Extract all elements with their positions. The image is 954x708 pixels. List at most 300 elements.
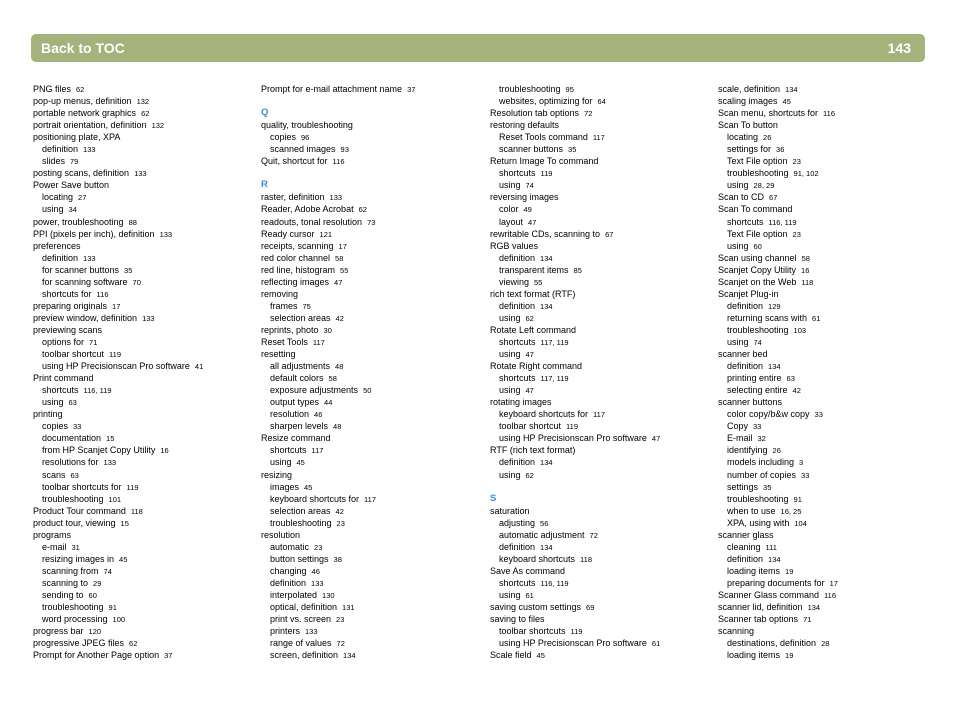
entry-text: for scanner buttons	[42, 264, 120, 275]
page-link[interactable]: 28, 29	[753, 181, 775, 191]
back-to-toc-link[interactable]: Back to TOC	[41, 40, 125, 56]
page-link[interactable]: 42	[335, 506, 344, 516]
page-link[interactable]: 118	[801, 277, 814, 287]
index-subentry	[490, 541, 660, 553]
entry-text: saturation	[490, 505, 530, 516]
index-subentry	[33, 348, 203, 360]
page-link[interactable]: 72	[589, 530, 598, 540]
page-link[interactable]: 119	[566, 422, 579, 432]
page-link[interactable]: 101	[108, 494, 122, 504]
page-link[interactable]: 50	[363, 386, 372, 396]
page-link[interactable]: 35	[124, 265, 133, 275]
entry-text: Quit, shortcut for	[261, 156, 328, 167]
index-subentry	[490, 372, 660, 384]
entry-text: portrait orientation, definition	[33, 120, 147, 131]
page-link[interactable]: 62	[525, 313, 534, 323]
page-number: 143	[887, 40, 911, 56]
entry-text: Print command	[33, 373, 94, 384]
page-link[interactable]: 129	[768, 301, 781, 311]
page-link[interactable]: 56	[540, 518, 549, 528]
entry-text: Prompt for e-mail attachment name	[261, 84, 403, 94]
entry-text: sharpen levels	[270, 421, 329, 432]
page-link[interactable]: 15	[120, 518, 129, 528]
entry-text: Product Tour command	[33, 505, 126, 516]
page-link[interactable]: 19	[785, 566, 794, 576]
page-link[interactable]: 60	[753, 241, 762, 251]
page-link[interactable]: 37	[164, 651, 173, 661]
index-entry	[490, 649, 660, 661]
page-link[interactable]: 48	[333, 422, 342, 432]
page-link[interactable]: 63	[68, 398, 77, 408]
index-column-3	[490, 83, 660, 661]
section-letter: R	[261, 179, 268, 191]
page-link[interactable]: 134	[768, 362, 781, 372]
entry-text: preparing documents for	[727, 577, 825, 588]
entry-text: Return Image To command	[490, 156, 599, 167]
index-entry	[261, 252, 415, 264]
page-link[interactable]: 35	[568, 145, 577, 155]
index-entry	[33, 228, 203, 240]
page-link[interactable]: 62	[129, 639, 138, 649]
index-entry	[490, 360, 660, 372]
page-link[interactable]: 58	[801, 253, 810, 263]
entry-text: product tour, viewing	[33, 517, 116, 528]
index-subentry	[33, 264, 203, 276]
page-link[interactable]: 55	[340, 265, 349, 275]
page-link[interactable]: 93	[340, 145, 349, 155]
page-link[interactable]: 134	[540, 458, 553, 468]
entry-text: for scanning software	[42, 276, 128, 287]
page-link[interactable]: 29	[93, 578, 102, 588]
entry-text: restoring defaults	[490, 120, 560, 131]
index-entry	[33, 179, 203, 191]
page-link[interactable]: 45	[536, 651, 545, 661]
entry-text: scans	[42, 469, 66, 480]
page-link[interactable]: 116	[332, 157, 345, 167]
page-link[interactable]: 32	[757, 434, 766, 444]
entry-text: shortcuts for	[42, 288, 92, 299]
entry-text: using	[270, 457, 292, 468]
page-link[interactable]: 62	[358, 205, 367, 215]
page-link[interactable]: 130	[322, 590, 335, 600]
entry-text: programs	[33, 529, 72, 540]
entry-text: locating	[42, 192, 74, 203]
index-subentry	[33, 481, 203, 493]
page-link[interactable]: 74	[103, 566, 112, 576]
page-link[interactable]: 119	[126, 482, 139, 492]
entry-text: using	[499, 385, 521, 396]
entry-text: scanner buttons	[499, 144, 564, 155]
entry-text: Reset Tools	[261, 336, 308, 347]
index-subentry	[33, 143, 203, 155]
index-subentry	[718, 300, 838, 312]
page-link[interactable]: 15	[106, 434, 115, 444]
entry-text: copies	[270, 132, 297, 143]
entry-text: definition	[42, 252, 79, 263]
page-link[interactable]: 71	[89, 337, 98, 347]
page-link[interactable]: 133	[159, 229, 173, 239]
page-link[interactable]: 134	[785, 85, 798, 94]
page-link[interactable]: 133	[134, 169, 147, 179]
entry-text: printers	[270, 626, 301, 637]
entry-text: scanning	[718, 626, 755, 637]
page-link[interactable]: 60	[88, 590, 97, 600]
page-link[interactable]: 35	[763, 482, 772, 492]
page-link[interactable]: 88	[128, 217, 137, 227]
index-entry	[718, 107, 838, 119]
entry-text: saving to files	[490, 614, 545, 625]
entry-text: sending to	[42, 589, 84, 600]
page-link[interactable]: 118	[130, 506, 143, 516]
page-link[interactable]: 27	[78, 193, 87, 203]
index-subentry	[718, 577, 838, 589]
index-entry	[261, 216, 415, 228]
page-link[interactable]: 116	[823, 109, 836, 119]
page-link[interactable]: 133	[103, 458, 117, 468]
entry-text: toolbar shortcuts	[499, 626, 566, 637]
index-subentry	[718, 143, 838, 155]
entry-text: toolbar shortcut	[499, 421, 562, 432]
spacer	[261, 167, 415, 179]
page-link[interactable]: 67	[605, 229, 614, 239]
entry-text: using	[499, 469, 521, 480]
page-link[interactable]: 132	[151, 121, 165, 131]
entry-text: reversing images	[490, 192, 559, 203]
page-link[interactable]: 46	[311, 566, 320, 576]
entry-text: definition	[499, 300, 536, 311]
index-subentry	[261, 300, 415, 312]
index-subentry	[33, 191, 203, 203]
page-link[interactable]: 134	[343, 651, 356, 661]
page-link[interactable]: 85	[573, 265, 582, 275]
index-subentry	[718, 228, 838, 240]
page-link[interactable]: 16	[801, 265, 810, 275]
page-link[interactable]: 71	[803, 615, 812, 625]
entry-text: Prompt for Another Page option	[33, 650, 160, 661]
page-link[interactable]: 95	[565, 85, 574, 94]
page-link[interactable]: 72	[584, 109, 593, 119]
page-link[interactable]: 23	[314, 542, 323, 552]
entry-text: Copy	[727, 421, 749, 432]
page-link[interactable]: 47	[528, 217, 537, 227]
page-link[interactable]: 131	[342, 603, 355, 613]
page-link[interactable]: 117	[311, 446, 324, 456]
entry-text: shortcuts	[499, 336, 536, 347]
page-link[interactable]: 133	[305, 627, 318, 637]
index-subentry	[490, 469, 660, 481]
entry-text: Rotate Right command	[490, 361, 583, 372]
page-link[interactable]: 17	[829, 578, 838, 588]
page-link[interactable]: 79	[70, 157, 79, 167]
page-link[interactable]: 45	[782, 97, 791, 107]
page-link[interactable]: 16, 25	[780, 506, 802, 516]
page-link[interactable]: 23	[792, 157, 801, 167]
page-link[interactable]: 117, 119	[540, 374, 569, 384]
index-subentry	[261, 505, 415, 517]
page-link[interactable]: 116, 119	[83, 386, 112, 396]
page-link[interactable]: 100	[112, 615, 126, 625]
section-letter: Q	[261, 107, 269, 119]
page-link[interactable]: 120	[88, 627, 102, 637]
index-subentry	[490, 216, 660, 228]
entry-text: readouts, tonal resolution	[261, 216, 363, 227]
page-link[interactable]: 61	[651, 639, 661, 649]
index-entry	[718, 288, 838, 300]
page-link[interactable]: 134	[807, 603, 821, 613]
index-subentry	[261, 517, 415, 529]
page-link[interactable]: 45	[304, 482, 313, 492]
entry-text: Scan to CD	[718, 192, 765, 203]
entry-text: using	[499, 349, 521, 360]
index-subentry	[718, 481, 838, 493]
entry-text: printing	[33, 409, 63, 420]
entry-text: using	[499, 589, 521, 600]
page-link[interactable]: 103	[793, 325, 807, 335]
index-subentry	[490, 529, 660, 541]
page-link[interactable]: 58	[328, 374, 337, 384]
page-link[interactable]: 23	[336, 518, 345, 528]
entry-text: transparent items	[499, 264, 569, 275]
index-entry	[261, 119, 415, 131]
page-link[interactable]: 38	[333, 554, 342, 564]
entry-text: keyboard shortcuts for	[499, 409, 589, 420]
page-link[interactable]: 48	[335, 362, 344, 372]
page-link[interactable]: 134	[540, 301, 553, 311]
entry-text: using HP Precisionscan Pro software	[499, 433, 647, 444]
entry-text: word processing	[42, 614, 108, 625]
page-link[interactable]: 47	[525, 350, 534, 360]
entry-text: Resolution tab options	[490, 108, 580, 119]
page-link[interactable]: 33	[814, 410, 823, 420]
page-link[interactable]: 133	[83, 145, 96, 155]
entry-text: scanner lid, definition	[718, 602, 803, 613]
page-link[interactable]: 55	[534, 277, 543, 287]
index-subentry	[490, 456, 660, 468]
page-link[interactable]: 73	[367, 217, 376, 227]
index-subentry	[490, 167, 660, 179]
page-link[interactable]: 96	[301, 133, 310, 143]
index-subentry	[33, 432, 203, 444]
page-link[interactable]: 75	[302, 301, 311, 311]
entry-text: loading items	[727, 565, 781, 576]
page-link[interactable]: 63	[70, 470, 79, 480]
entry-text: Save As command	[490, 565, 566, 576]
entry-text: resetting	[261, 349, 296, 360]
index-subentry	[33, 493, 203, 505]
page-link[interactable]: 62	[141, 109, 150, 119]
entry-text: color copy/b&w copy	[727, 409, 810, 420]
page-link[interactable]: 41	[194, 362, 204, 372]
entry-text: using	[42, 204, 64, 215]
page-link[interactable]: 61	[525, 590, 534, 600]
page-link[interactable]: 74	[753, 337, 762, 347]
page-link[interactable]: 91	[793, 494, 802, 504]
entry-text: using HP Precisionscan Pro software	[42, 361, 190, 372]
entry-text: layout	[499, 216, 524, 227]
page-link[interactable]: 17	[338, 241, 347, 251]
page-link[interactable]: 133	[83, 253, 96, 263]
index-entry	[718, 276, 838, 288]
index-subentry	[261, 143, 415, 155]
page-link[interactable]: 45	[296, 458, 305, 468]
index-entry	[261, 529, 415, 541]
page-link[interactable]: 116	[824, 590, 837, 600]
page-link[interactable]: 42	[792, 386, 801, 396]
entry-text: quality, troubleshooting	[261, 120, 353, 131]
page-link[interactable]: 117	[312, 337, 325, 347]
page-link[interactable]: 33	[753, 422, 762, 432]
page-link[interactable]: 30	[323, 325, 332, 335]
page-link[interactable]: 16	[160, 446, 169, 456]
page-link[interactable]: 23	[792, 229, 801, 239]
page-link[interactable]: 58	[335, 253, 344, 263]
entry-text: PNG files	[33, 84, 72, 94]
page-link[interactable]: 31	[71, 542, 80, 552]
index-entry	[490, 228, 660, 240]
page-link[interactable]: 34	[68, 205, 77, 215]
page-link[interactable]: 26	[772, 446, 781, 456]
entry-text: optical, definition	[270, 602, 338, 613]
index-subentry	[718, 408, 838, 420]
index-entry	[490, 601, 660, 613]
index-entry	[33, 529, 203, 541]
index-entry	[33, 83, 203, 95]
entry-text: selection areas	[270, 312, 331, 323]
page-link[interactable]: 72	[336, 639, 345, 649]
page-link[interactable]: 23	[336, 615, 345, 625]
entry-text: cleaning	[727, 541, 761, 552]
page-link[interactable]: 33	[801, 470, 810, 480]
page-link[interactable]: 121	[319, 229, 333, 239]
page-link[interactable]: 134	[540, 542, 553, 552]
page-link[interactable]: 91, 102	[793, 169, 819, 179]
entry-text: default colors	[270, 373, 324, 384]
index-subentry	[490, 553, 660, 565]
page-link[interactable]: 116, 119	[540, 578, 569, 588]
entry-text: resolution	[261, 529, 301, 540]
spacer	[490, 481, 660, 493]
page-link[interactable]: 26	[763, 133, 772, 143]
index-entry	[33, 107, 203, 119]
index-subentry	[490, 384, 660, 396]
index-subentry	[261, 601, 415, 613]
page-link[interactable]: 118	[580, 554, 593, 564]
index-subentry	[261, 649, 415, 661]
page-link[interactable]: 133	[329, 193, 343, 203]
page-link[interactable]: 17	[112, 301, 121, 311]
page-link[interactable]: 116	[96, 289, 109, 299]
page-link[interactable]: 74	[525, 181, 534, 191]
index-subentry	[718, 517, 838, 529]
page-link[interactable]: 44	[324, 398, 333, 408]
index-entry	[490, 155, 660, 167]
index-entry	[261, 228, 415, 240]
page-link[interactable]: 19	[785, 651, 794, 661]
page-link[interactable]: 133	[142, 313, 155, 323]
entry-text: identifying	[727, 445, 768, 456]
page-link[interactable]: 36	[776, 145, 785, 155]
index-entry	[718, 396, 838, 408]
page-link[interactable]: 119	[109, 350, 122, 360]
page-link[interactable]: 62	[525, 470, 534, 480]
page-link[interactable]: 117	[364, 494, 377, 504]
entry-text: interpolated	[270, 589, 318, 600]
entry-text: power, troubleshooting	[33, 216, 124, 227]
entry-text: documentation	[42, 433, 102, 444]
page-link[interactable]: 117	[592, 133, 605, 143]
page-link[interactable]: 117, 119	[540, 337, 569, 347]
page-link[interactable]: 117	[593, 410, 606, 420]
index-subentry	[33, 384, 203, 396]
page-link[interactable]: 64	[597, 97, 606, 107]
page-link[interactable]: 47	[334, 277, 343, 287]
index-subentry	[261, 589, 415, 601]
entry-text: Resize command	[261, 433, 331, 444]
page-link[interactable]: 47	[525, 386, 534, 396]
page-link[interactable]: 28	[821, 639, 830, 649]
entry-text: scanner bed	[718, 349, 768, 360]
index-column-2	[261, 83, 415, 661]
entry-text: scanning to	[42, 577, 89, 588]
page-link[interactable]: 119	[570, 627, 583, 637]
page-link[interactable]: 111	[765, 542, 777, 552]
page-link[interactable]: 70	[132, 277, 141, 287]
page-link[interactable]: 134	[540, 253, 553, 263]
entry-text: using	[727, 336, 749, 347]
index-subentry	[33, 203, 203, 215]
entry-text: rewritable CDs, scanning to	[490, 228, 601, 239]
page-link[interactable]: 134	[768, 554, 781, 564]
index-entry	[33, 167, 203, 179]
index-entry	[718, 589, 838, 601]
page-link[interactable]: 116, 119	[768, 217, 797, 227]
page-link[interactable]: 42	[335, 313, 344, 323]
page-link[interactable]: 61	[812, 313, 821, 323]
index-entry	[261, 240, 415, 252]
page-link[interactable]: 47	[651, 434, 661, 444]
entry-text: preview window, definition	[33, 312, 138, 323]
entry-text: toolbar shortcuts for	[42, 481, 122, 492]
entry-text: color	[499, 204, 519, 215]
page-link[interactable]: 45	[119, 554, 128, 564]
page-link[interactable]: 91	[108, 603, 117, 613]
index-subentry	[718, 565, 838, 577]
index-subentry	[261, 481, 415, 493]
page-link[interactable]: 62	[76, 85, 85, 94]
page-link[interactable]: 46	[314, 410, 323, 420]
entry-text: resolutions for	[42, 457, 99, 468]
index-subentry	[490, 300, 660, 312]
page-link[interactable]: 132	[136, 97, 150, 107]
page-link[interactable]: 69	[586, 603, 595, 613]
page-link[interactable]: 133	[311, 578, 324, 588]
index-subentry	[33, 360, 203, 372]
entry-text: print vs. screen	[270, 614, 332, 625]
page-link[interactable]: 104	[794, 518, 807, 528]
page-link[interactable]: 33	[73, 422, 82, 432]
entry-text: troubleshooting	[499, 84, 561, 94]
page-link[interactable]: 49	[523, 205, 532, 215]
entry-text: frames	[270, 300, 298, 311]
page-link[interactable]: 63	[786, 374, 795, 384]
index-subentry	[261, 420, 415, 432]
page-link[interactable]: 37	[407, 85, 416, 94]
index-subentry	[33, 553, 203, 565]
index-subentry	[490, 252, 660, 264]
page-link[interactable]: 67	[769, 193, 778, 203]
page-link[interactable]: 3	[799, 458, 804, 468]
page-link[interactable]: 119	[540, 169, 553, 179]
